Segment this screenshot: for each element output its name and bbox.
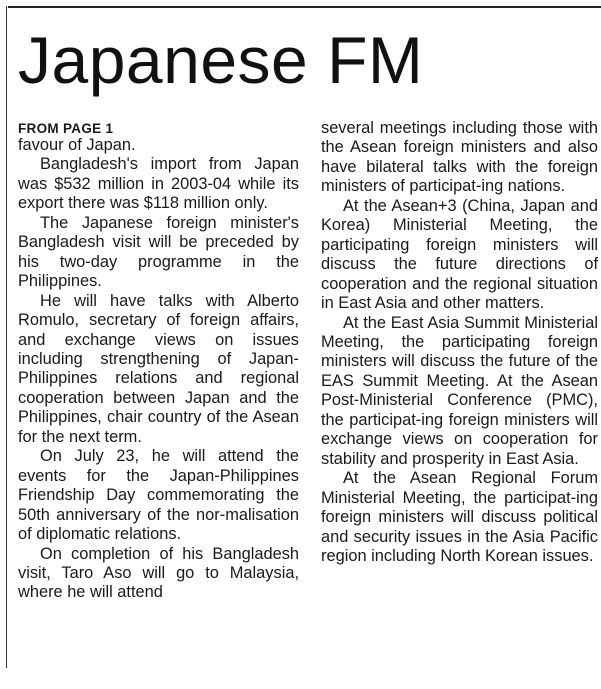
- top-rule: [8, 6, 601, 8]
- continued-from-kicker: FROM PAGE 1: [18, 121, 114, 136]
- paragraph: Bangladesh's import from Japan was $532 million in 2003-04 while its export there was $118 million only.: [18, 155, 299, 213]
- left-rule: [6, 6, 7, 668]
- paragraph: On completion of his Bangladesh visit, Taro Aso will go to Malaysia, where he will attend: [18, 544, 299, 602]
- article-columns: [18, 119, 598, 684]
- article-column-right: [321, 119, 598, 684]
- paragraph: At the East Asia Summit Ministerial Meeting, the participating foreign ministers will discuss the future of the EAS Summit Meeting. At the Asean Post-Ministerial Conference (PMC), the participat-ing foreign ministers will exchange views on cooperation for stability and prosperity in East Asia.: [321, 313, 598, 468]
- article-column-left: [18, 119, 299, 684]
- paragraph: At the Asean Regional Forum Ministerial Meeting, the participat-ing foreign ministers will discuss political and security issues in the Asia Pacific region including North Korean issues.: [321, 469, 598, 565]
- paragraph: favour of Japan.: [18, 136, 136, 154]
- paragraph: several meetings including those with the Asean foreign ministers and also have bilateral talks with the foreign ministers of participat-ing nations.: [321, 119, 598, 196]
- paragraph: The Japanese foreign minister's Bangladesh visit will be preceded by his two-day programme in the Philippines.: [18, 213, 299, 291]
- paragraph: At the Asean+3 (China, Japan and Korea) Ministerial Meeting, the participating foreign ministers will discuss the future directions of cooperation and the regional situation in East Asia and other matters.: [321, 196, 598, 313]
- paragraph: On July 23, he will attend the events for the Japan-Philippines Friendship Day commemorating the 50th anniversary of the nor-malisation of diplomatic relations.: [18, 447, 299, 544]
- headline: Japanese FM: [18, 23, 424, 97]
- paragraph: He will have talks with Alberto Romulo, secretary of foreign affairs, and exchange views on issues including strengthening of Japan-Philippines relations and regional cooperation between Japan and the Philippines, chair country of the Asean for the next term.: [18, 291, 299, 446]
